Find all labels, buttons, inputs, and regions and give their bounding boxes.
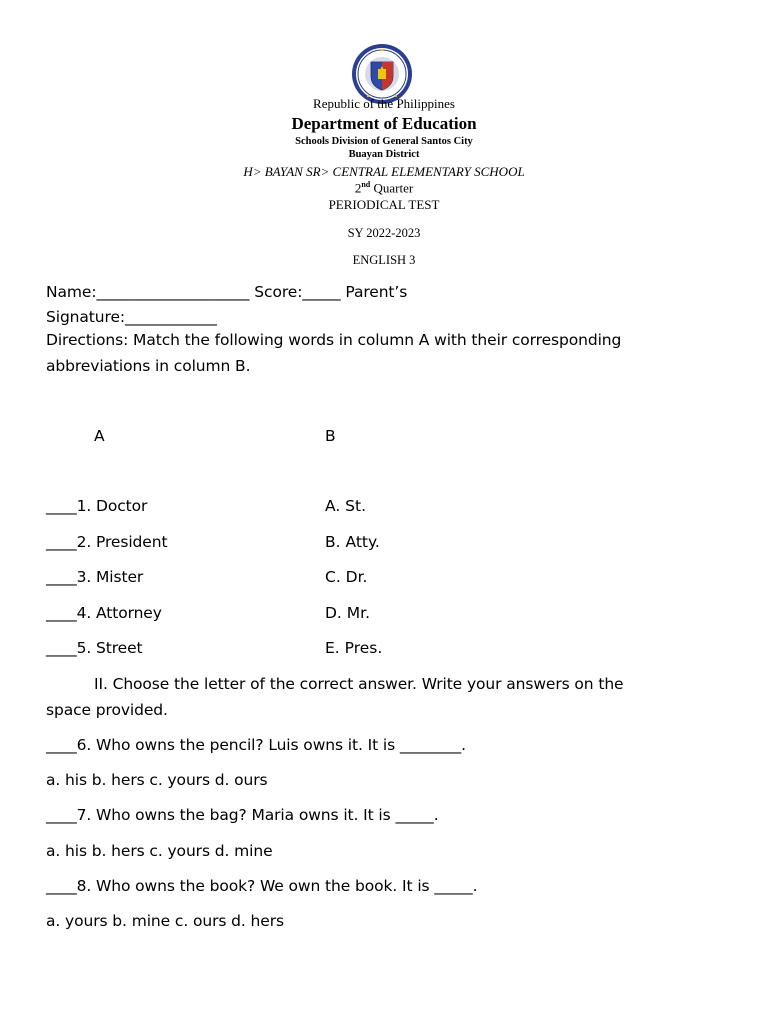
matching-choice: D. Mr. <box>325 604 371 622</box>
division-line: Schools Division of General Santos City <box>295 136 473 147</box>
question-8: ____8. Who owns the book? We own the book. It is _____. <box>46 877 478 895</box>
name-score-line: Name:____________________ Score:_____ Parent’s <box>46 283 408 301</box>
republic-line: Republic of the Philippines <box>313 96 455 111</box>
matching-choice: E. Pres. <box>325 639 383 657</box>
matching-item: ____3. Mister <box>46 568 144 586</box>
directions-line-1: Directions: Match the following words in column A with their corresponding <box>46 331 622 349</box>
matching-choice: B. Atty. <box>325 533 380 551</box>
signature-line: Signature:____________ <box>46 308 217 326</box>
school-year: SY 2022-2023 <box>347 226 421 240</box>
column-b-header: B <box>325 427 336 445</box>
part2-instruction-line-2: space provided. <box>46 701 168 719</box>
matching-item: ____1. Doctor <box>46 497 148 515</box>
directions-line-2: abbreviations in column B. <box>46 357 251 375</box>
question-8-options: a. yours b. mine c. ours d. hers <box>46 912 284 930</box>
question-7-options: a. his b. hers c. yours d. mine <box>46 842 273 860</box>
question-6-options: a. his b. hers c. yours d. ours <box>46 771 268 789</box>
quarter-line <box>0 180 768 196</box>
quarter-suffix: nd <box>361 180 371 189</box>
part2-instruction-line-1: II. Choose the letter of the correct answer. Write your answers on the <box>94 675 624 693</box>
matching-item: ____4. Attorney <box>46 604 162 622</box>
matching-item: ____5. Street <box>46 639 143 657</box>
department-title: Department of Education <box>291 114 477 133</box>
school-name: H> BAYAN SR> CENTRAL ELEMENTARY SCHOOL <box>243 164 525 179</box>
question-7: ____7. Who owns the bag? Maria owns it. It is _____. <box>46 806 439 824</box>
question-6: ____6. Who owns the pencil? Luis owns it. It is ________. <box>46 736 466 754</box>
quarter-number: 2 <box>354 180 362 196</box>
test-title: PERIODICAL TEST <box>328 197 440 212</box>
quarter-word: Quarter <box>370 180 414 196</box>
column-a-header: A <box>94 427 105 445</box>
matching-choice: A. St. <box>325 497 367 515</box>
district-line: Buayan District <box>348 149 420 160</box>
matching-item: ____2. President <box>46 533 168 551</box>
matching-choice: C. Dr. <box>325 568 368 586</box>
subject: ENGLISH 3 <box>352 253 416 267</box>
